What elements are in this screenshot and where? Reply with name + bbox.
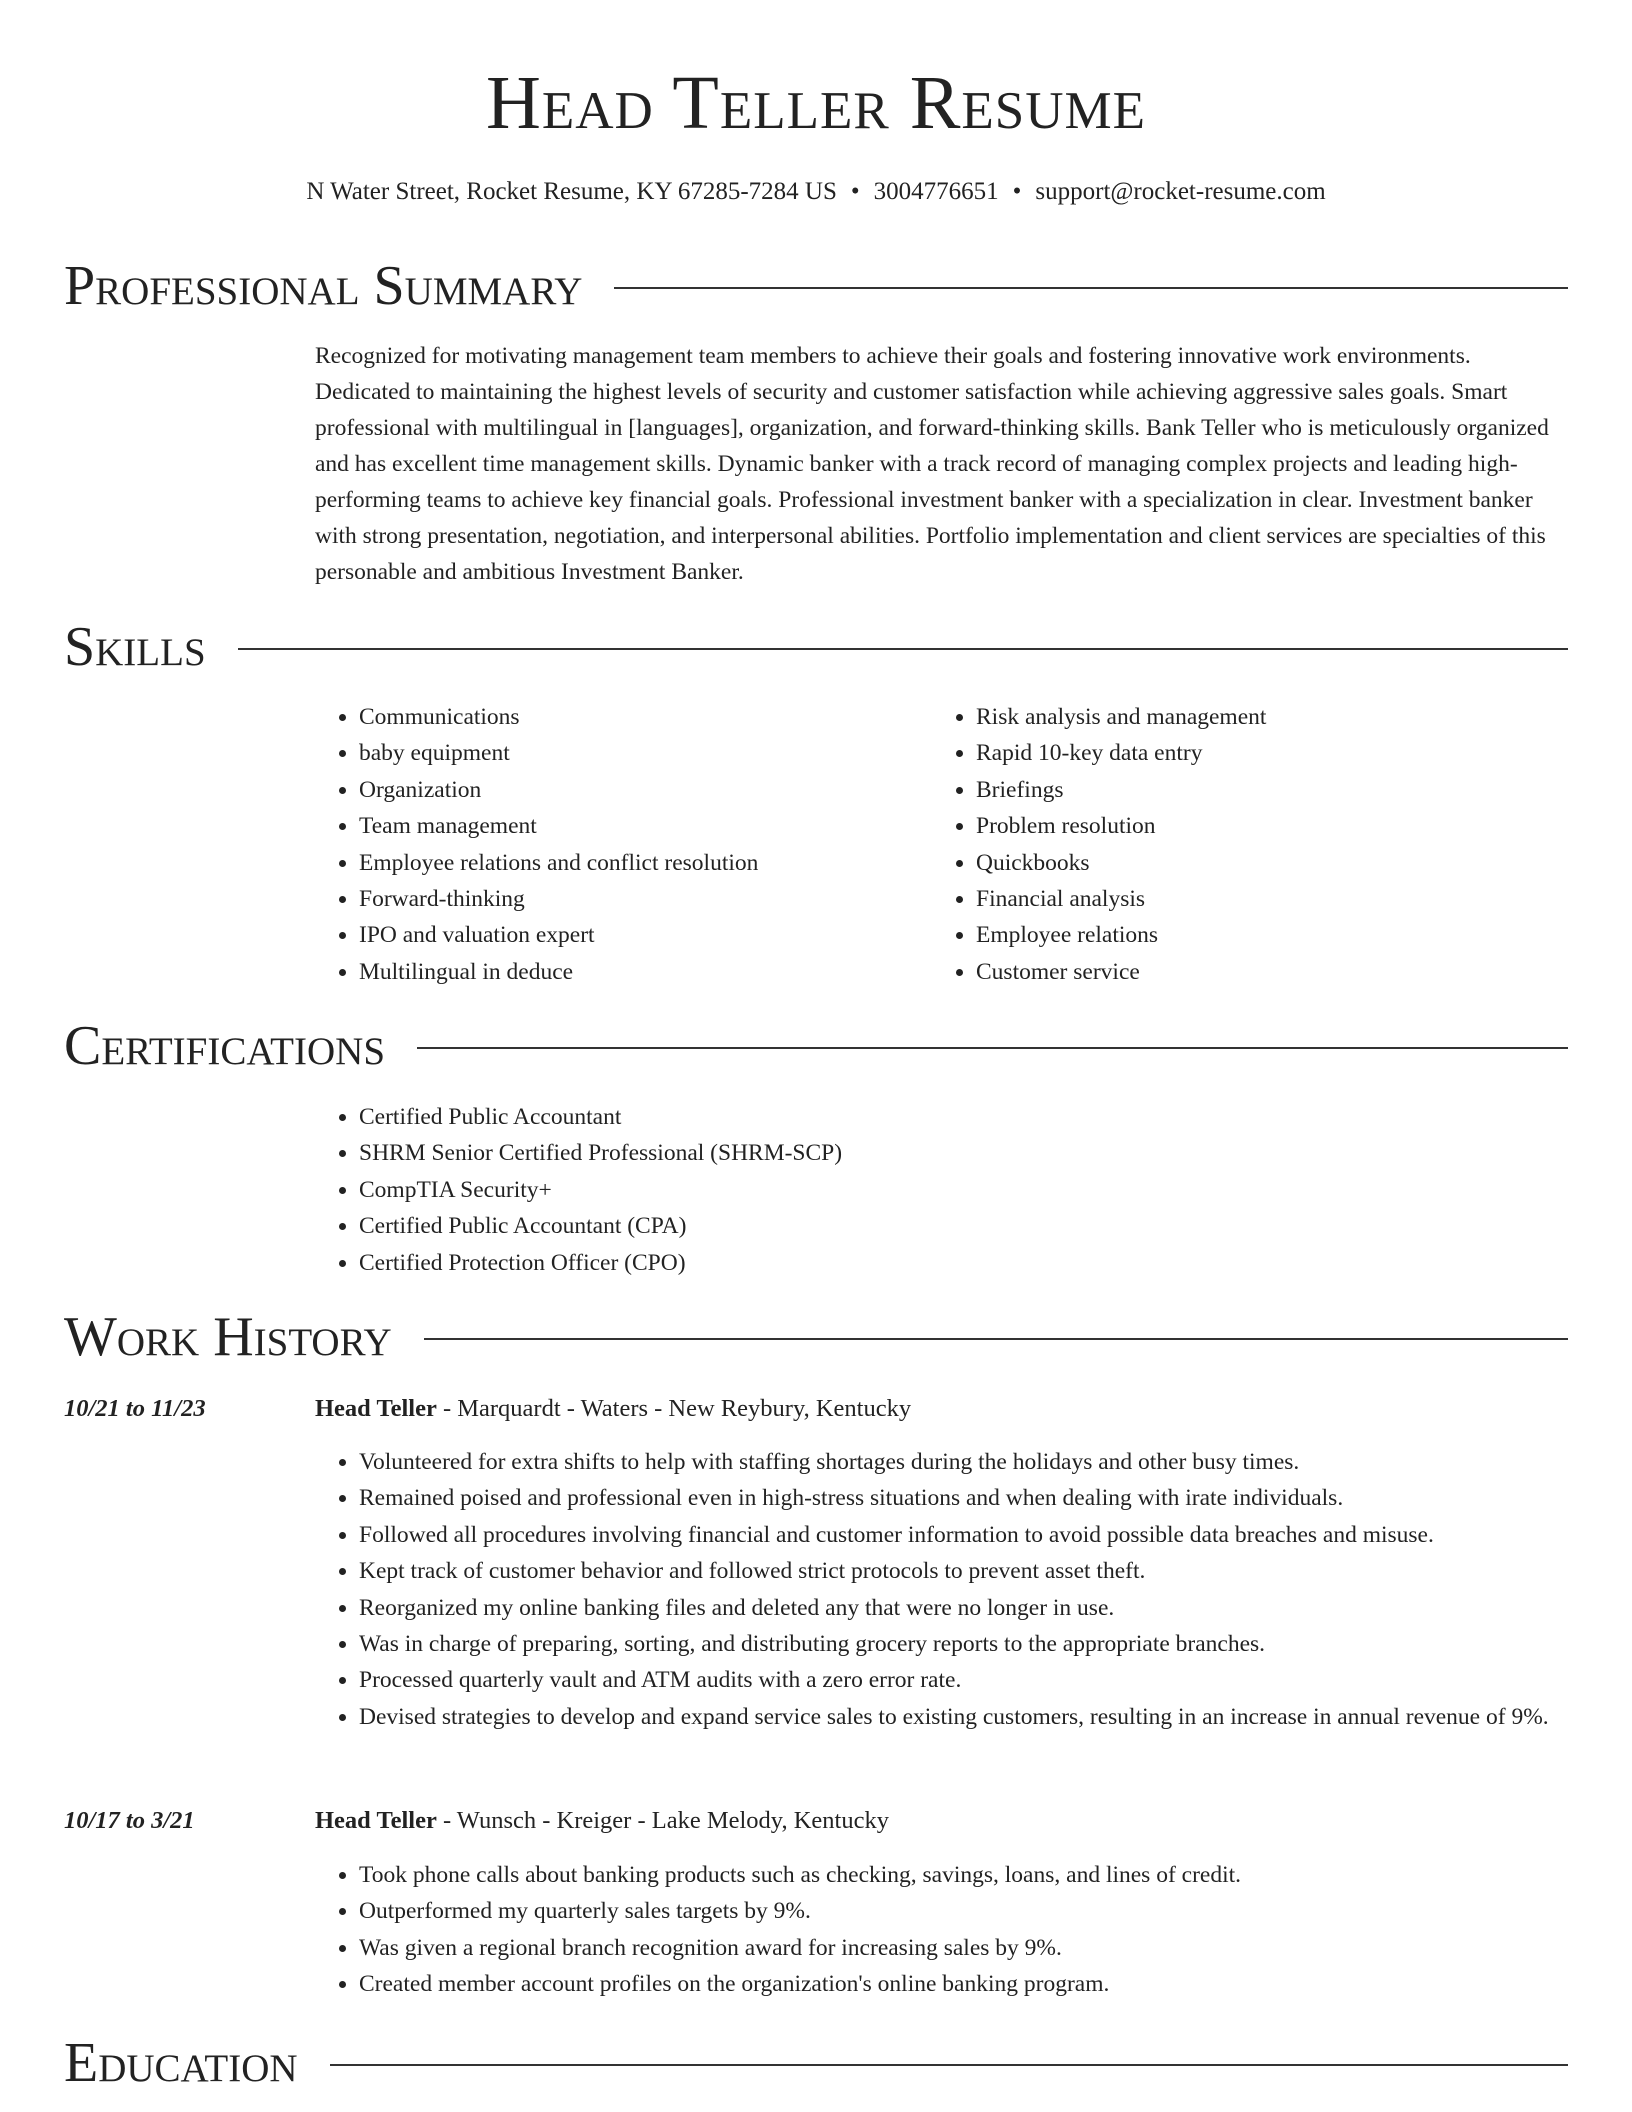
contact-line — [0, 176, 1632, 208]
job-duty-item: • Created member account profiles on the organization's online banking program. — [359, 1966, 1568, 2002]
certification-item: • SHRM Senior Certified Professional (SHRM-SCP) — [359, 1135, 1568, 1171]
job-duties — [315, 1444, 1568, 1735]
section-work-header — [64, 1307, 1568, 1367]
section-education-header — [64, 2033, 1568, 2093]
job-dates: 10/21 to 11/23 — [64, 1395, 206, 1422]
section-education-title: Education — [64, 2032, 298, 2094]
contact-email: support@rocket-resume.com — [1035, 178, 1326, 205]
summary-text: Recognized for motivating management team members to achieve their goals and fostering innovative work environments. Dedicated to maintaining the highest levels of security and customer satisfaction while achieving aggressive sales goals. Smart professional with multilingual in [languages], organization, and forward-thinking skills. Bank Teller who is meticulously organized and has excellent time management skills. Dynamic banker with a track record of managing complex projects and leading high-performing teams to achieve key financial goals. Professional investment banker with a specialization in clear. Investment banker with strong presentation, negotiation, and interpersonal abilities. Portfolio implementation and client services are specialties of this personable and ambitious Investment Banker. — [315, 343, 1549, 585]
section-certifications-title: Certifications — [64, 1015, 386, 1077]
job-duty-item: • Was in charge of preparing, sorting, and distributing grocery reports to the appropriate branches. — [359, 1626, 1568, 1662]
skill-item: • Customer service — [976, 954, 1549, 990]
skill-item: • Financial analysis — [976, 881, 1549, 917]
certifications-list — [315, 1099, 1568, 1281]
skill-item: • Risk analysis and management — [976, 699, 1549, 735]
skill-item: • Employee relations and conflict resolution — [359, 845, 932, 881]
contact-address: N Water Street, Rocket Resume, KY 67285-7284 US — [306, 178, 837, 205]
job-employer: - Wunsch - Kreiger - Lake Melody, Kentucky — [436, 1807, 889, 1834]
resume-title: Head Teller Resume — [485, 61, 1147, 145]
skill-item: • Rapid 10-key data entry — [976, 735, 1549, 771]
job-employer: - Marquardt - Waters - New Reybury, Kentucky — [436, 1395, 912, 1422]
section-skills-header — [64, 617, 1568, 677]
skill-item: • Communications — [359, 699, 932, 735]
skill-item: • IPO and valuation expert — [359, 917, 932, 953]
job-header — [64, 1393, 1568, 1425]
section-divider — [417, 1047, 1568, 1049]
section-summary-title: Professional Summary — [64, 255, 583, 317]
certification-item: • Certified Public Accountant — [359, 1099, 1568, 1135]
certification-item: • Certified Public Accountant (CPA) — [359, 1208, 1568, 1244]
job-duty-item: • Reorganized my online banking files and deleted any that were no longer in use. — [359, 1590, 1568, 1626]
job-duty-item: • Kept track of customer behavior and followed strict protocols to prevent asset theft. — [359, 1553, 1568, 1589]
skill-item: • Team management — [359, 808, 932, 844]
skill-item: • Employee relations — [976, 917, 1549, 953]
job-title: Head Teller — [315, 1395, 437, 1422]
job-duties — [315, 1857, 1568, 2003]
skill-item: • Forward-thinking — [359, 881, 932, 917]
job-duty-item: • Devised strategies to develop and expand service sales to existing customers, resulting in an increase in annual revenue of 9%. — [359, 1699, 1568, 1735]
skill-item: • Problem resolution — [976, 808, 1549, 844]
section-divider — [614, 287, 1568, 289]
job-dates: 10/17 to 3/21 — [64, 1807, 195, 1834]
section-certifications-header — [64, 1016, 1568, 1076]
section-skills-title: Skills — [64, 616, 206, 678]
job-duty-item: • Volunteered for extra shifts to help with staffing shortages during the holidays and other busy times. — [359, 1444, 1568, 1480]
skill-item: • Quickbooks — [976, 845, 1549, 881]
job-title: Head Teller — [315, 1807, 437, 1834]
skills-column-left — [315, 699, 932, 990]
job-duty-item: • Was given a regional branch recognition award for increasing sales by 9%. — [359, 1930, 1568, 1966]
job-duty-item: • Took phone calls about banking products such as checking, savings, loans, and lines of credit. — [359, 1857, 1568, 1893]
section-summary-header — [64, 256, 1568, 316]
skill-item: • Organization — [359, 772, 932, 808]
section-divider — [330, 2064, 1568, 2066]
section-work-title: Work History — [64, 1306, 392, 1368]
skill-item: • baby equipment — [359, 735, 932, 771]
certification-item: • Certified Protection Officer (CPO) — [359, 1245, 1568, 1281]
contact-phone: 3004776651 — [873, 178, 999, 205]
job-header — [64, 1805, 1568, 1837]
skills-list — [315, 699, 1568, 990]
job-duty-item: • Processed quarterly vault and ATM audits with a zero error rate. — [359, 1662, 1568, 1698]
certification-item: • CompTIA Security+ — [359, 1172, 1568, 1208]
skills-column-right — [932, 699, 1549, 990]
job-duty-item: • Remained poised and professional even in high-stress situations and when dealing with irate individuals. — [359, 1480, 1568, 1516]
job-duty-item: • Followed all procedures involving financial and customer information to avoid possible data breaches and misuse. — [359, 1517, 1568, 1553]
contact-separator: • — [850, 178, 860, 205]
contact-separator: • — [1012, 178, 1022, 205]
job-duty-item: • Outperformed my quarterly sales targets by 9%. — [359, 1893, 1568, 1929]
section-divider — [424, 1338, 1568, 1340]
skill-item: • Multilingual in deduce — [359, 954, 932, 990]
skill-item: • Briefings — [976, 772, 1549, 808]
section-divider — [238, 648, 1568, 650]
